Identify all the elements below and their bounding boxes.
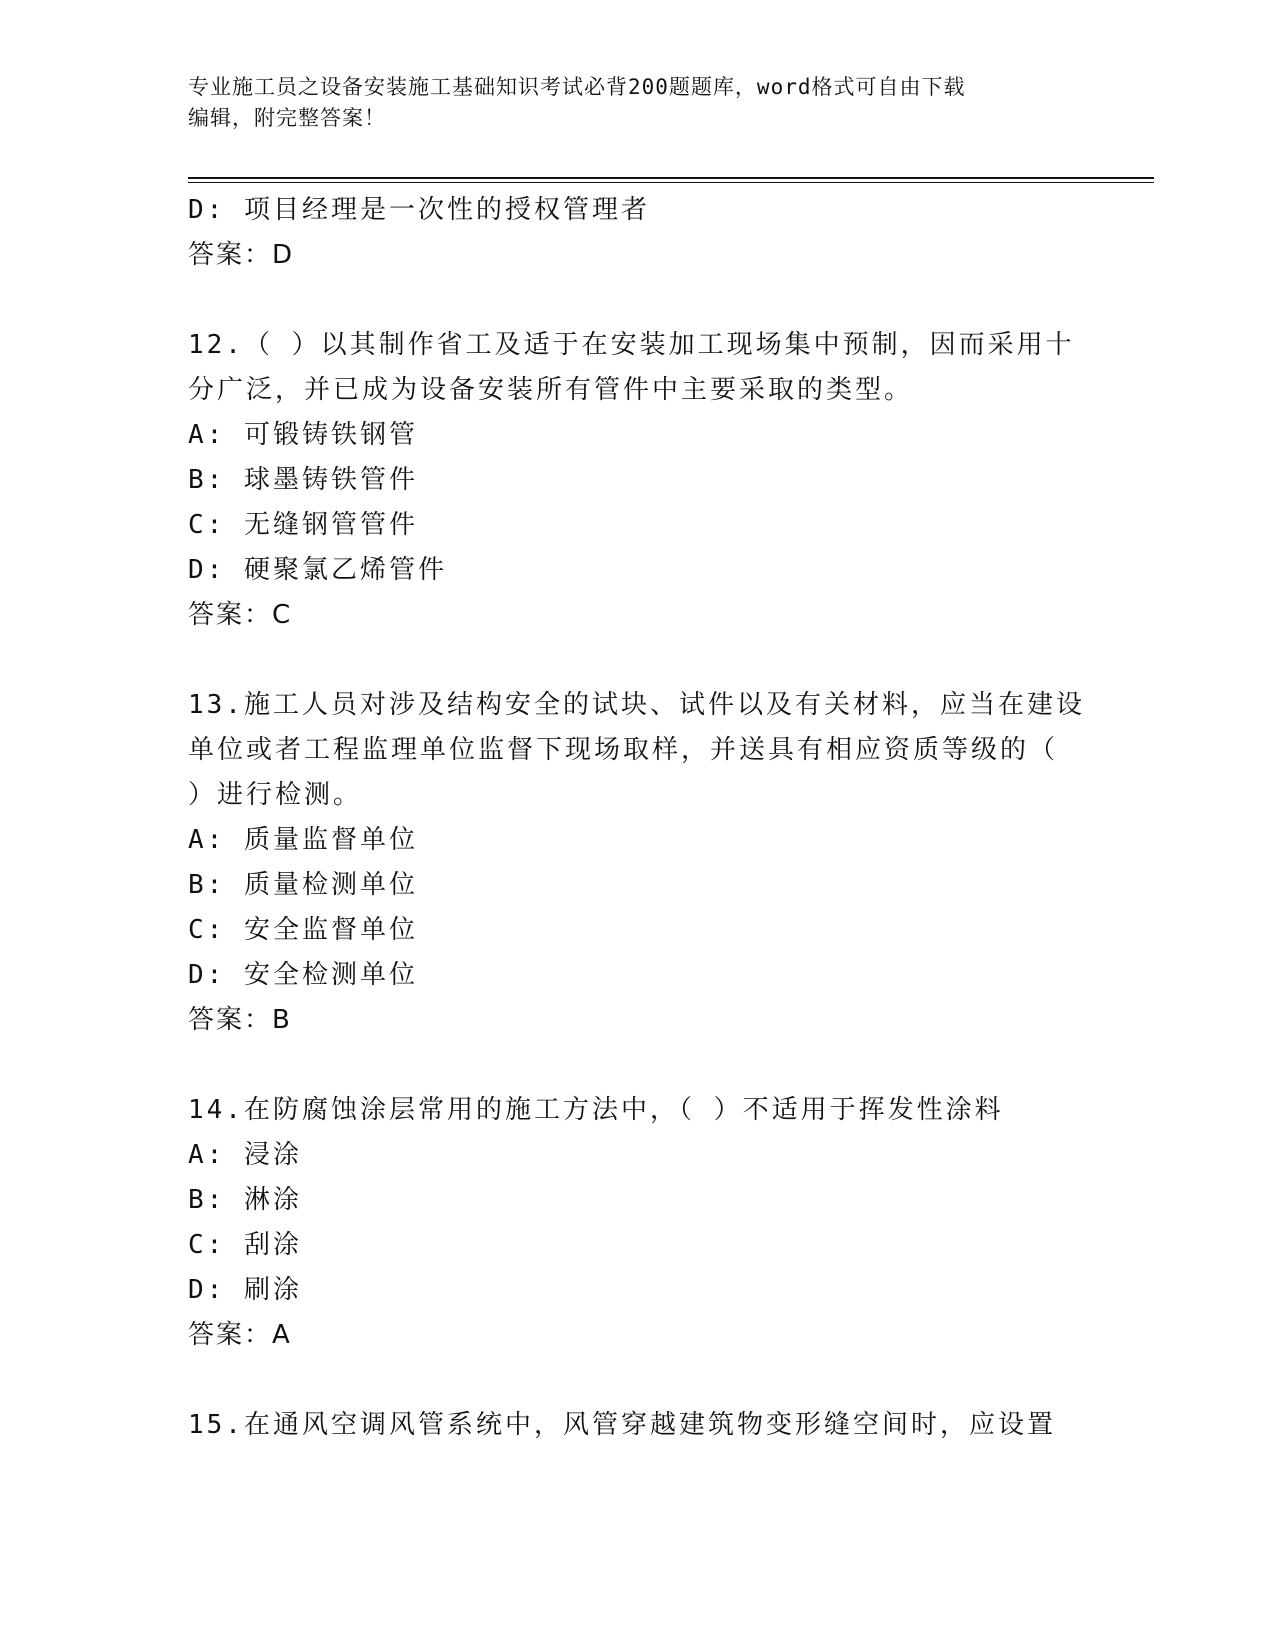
question-stem-line: ）进行检测。 (188, 780, 363, 810)
answer-line: 答案：D (188, 240, 295, 270)
option-a: A: 可锻铸铁钢管 (188, 420, 418, 450)
question-stem-line: 12.（ ）以其制作省工及适于在安装加工现场集中预制，因而采用十 (188, 330, 1075, 360)
question-stem-line: 15.在通风空调风管系统中，风管穿越建筑物变形缝空间时，应设置 (188, 1410, 1056, 1440)
spacer (188, 1043, 1088, 1088)
question-13 (188, 683, 1088, 1043)
option-d: D: 刷涂 (188, 1275, 302, 1305)
header-title-line-2: 编辑，附完整答案！ (188, 106, 386, 130)
option-b: B: 质量检测单位 (188, 870, 418, 900)
option-c: C: 刮涂 (188, 1230, 302, 1260)
option-b: B: 球墨铸铁管件 (188, 465, 418, 495)
option-b: B: 淋涂 (188, 1185, 302, 1215)
spacer (188, 278, 1088, 323)
question-list (188, 188, 1088, 1448)
question-11-tail (188, 188, 1088, 278)
answer-line: 答案：B (188, 1005, 292, 1035)
question-stem-line: 分广泛，并已成为设备安装所有管件中主要采取的类型。 (188, 375, 914, 405)
header-divider-thin (188, 182, 1154, 183)
question-12 (188, 323, 1088, 638)
answer-line: 答案：C (188, 600, 293, 630)
question-stem-line: 14.在防腐蚀涂层常用的施工方法中，（ ）不适用于挥发性涂料 (188, 1095, 1004, 1125)
option-c: C: 安全监督单位 (188, 915, 418, 945)
question-15 (188, 1403, 1088, 1448)
spacer (188, 1358, 1088, 1403)
header-divider-thick (188, 177, 1154, 179)
spacer (188, 638, 1088, 683)
document-header (188, 72, 1068, 134)
option-a: A: 质量监督单位 (188, 825, 418, 855)
question-stem-line: 单位或者工程监理单位监督下现场取样，并送具有相应资质等级的（ (188, 735, 1059, 765)
option-d: D: 安全检测单位 (188, 960, 418, 990)
option-c: C: 无缝钢管管件 (188, 510, 418, 540)
option-d: D: 项目经理是一次性的授权管理者 (188, 195, 650, 225)
question-stem-line: 13.施工人员对涉及结构安全的试块、试件以及有关材料，应当在建设 (188, 690, 1085, 720)
answer-line: 答案：A (188, 1320, 292, 1350)
question-14 (188, 1088, 1088, 1358)
option-a: A: 浸涂 (188, 1140, 302, 1170)
header-title-line-1: 专业施工员之设备安装施工基础知识考试必背200题题库，word格式可自由下载 (188, 75, 966, 99)
option-d: D: 硬聚氯乙烯管件 (188, 555, 447, 585)
